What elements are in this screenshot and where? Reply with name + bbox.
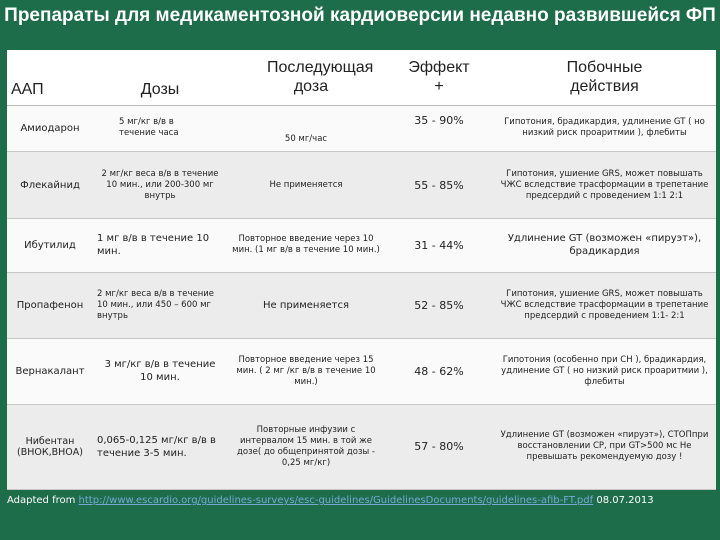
cardioversion-table [7, 50, 716, 490]
source-prefix: Adapted from [7, 495, 76, 506]
dose-cell: 2 мг/кг веса в/в в течение 10 мин., или 450 – 600 мг внутрь [97, 288, 215, 321]
header-drug: ААП [7, 50, 93, 105]
table-row [7, 105, 716, 152]
effect-cell: 31 - 44% [414, 238, 464, 252]
header-effect: Эффект + [385, 50, 493, 105]
header-side-effects: Побочные действия [493, 50, 716, 105]
drug-name: Нибентан (ВНОК,ВНОА) [17, 435, 83, 458]
drug-name: Амиодарон [20, 122, 80, 134]
follow-dose-cell: Не применяется [269, 179, 343, 190]
drug-name: Вернакалант [15, 365, 85, 377]
source-citation [7, 494, 717, 508]
effect-cell: 48 - 62% [414, 364, 464, 378]
side-effects-cell: Удлинение GT (возможен «пируэт»), брадикардия [507, 233, 702, 258]
source-link[interactable]: http://www.escardio.org/guidelines-surveys/esc-guidelines/GuidelinesDocuments/guidelines-afib-FT.pdf [78, 495, 594, 506]
side-effects-cell: Удлинение GT (возможен «пируэт»), СТОПпри восстановлении СР, при GT>500 мс Не превышать рекомендуемую дозу ! [500, 430, 709, 463]
slide-title: Препараты для медикаментозной кардиоверсии недавно развившейся ФП [4, 5, 716, 26]
table-row [7, 272, 716, 338]
side-effects-cell: Гипотония, брадикардия, удлинение GT ( но низкий риск проаритмии ), флебиты [504, 117, 705, 139]
drug-name: Флекайнид [20, 179, 80, 191]
effect-cell: 55 - 85% [414, 178, 464, 192]
follow-dose-cell: Повторное введение через 15 мин. ( 2 мг /кг в/в в течение 10 мин.) [236, 354, 376, 387]
header-follow-dose: Последующая доза [227, 50, 385, 105]
effect-cell: 57 - 80% [414, 440, 464, 454]
effect-cell: 52 - 85% [414, 298, 464, 312]
side-effects-cell: Гипотония (особенно при СН ), брадикардия, удлинение GT ( но низкий риск проаритмии ), флебиты [501, 354, 708, 387]
header-row [7, 50, 716, 105]
follow-dose-cell: Повторные инфузии с интервалом 15 мин. в той же дозе( до общепринятой дозы - 0,25 мг/кг) [237, 424, 375, 468]
table-row [7, 218, 716, 272]
drug-table [7, 50, 716, 490]
dose-cell: 2 мг/кг веса в/в в течение 10 мин., или 200-300 мг внутрь [101, 168, 219, 201]
follow-dose-cell: 50 мг/час [284, 134, 328, 145]
table-row [7, 152, 716, 218]
side-effects-cell: Гипотония, ушиение GRS, может повышать ЧЖС вследствие трасформации в трепетание предсердий с проведением 1:1- 2:1 [500, 288, 709, 321]
follow-dose-cell: Повторное введение через 10 мин. (1 мг в/в в течение 10 мин.) [232, 234, 380, 256]
dose-cell: 1 мг в/в в течение 10 мин. [97, 233, 210, 258]
effect-cell: 35 - 90% [414, 113, 464, 127]
side-effects-cell: Гипотония, ушиение GRS, может повышать ЧЖС вследствие трасформации в трепетание предсердий с проведением 1:1 2:1 [500, 168, 709, 201]
dose-cell: 5 мг/кг в/в в течение часа [119, 117, 179, 139]
drug-name: Пропафенон [16, 299, 84, 311]
source-date: 08.07.2013 [596, 495, 654, 506]
header-dose: Дозы [93, 50, 227, 105]
drug-name: Ибутилид [24, 239, 76, 251]
table-row [7, 338, 716, 404]
dose-cell: 0,065-0,125 мг/кг в/в в течение 3-5 мин. [97, 434, 216, 459]
follow-dose-cell: Не применяется [263, 299, 349, 311]
table-row [7, 404, 716, 489]
dose-cell: 3 мг/кг в/в в течение 10 мин. [104, 359, 216, 384]
